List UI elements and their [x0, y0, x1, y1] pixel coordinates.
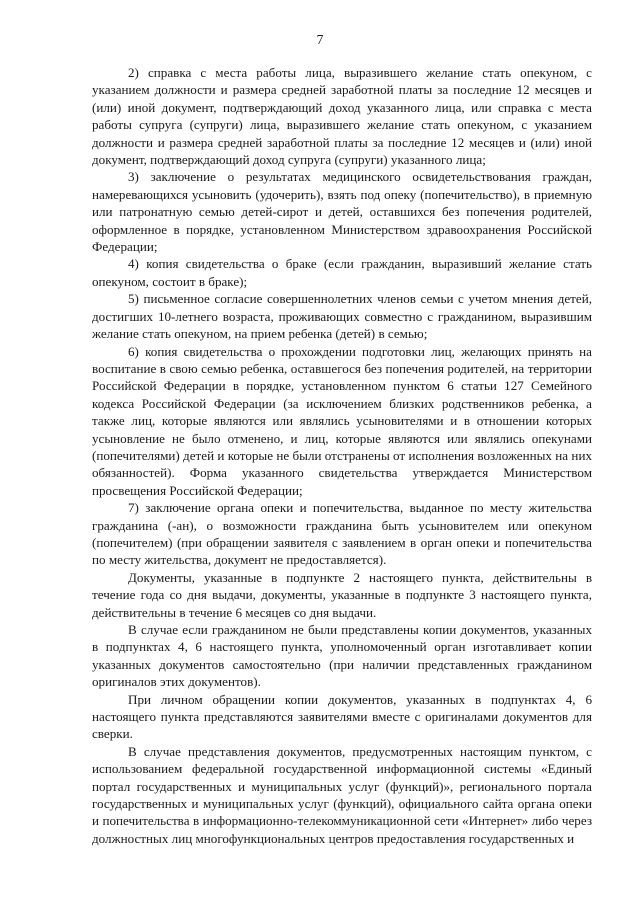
paragraph-item-2: 2) справка с места работы лица, выразившего желание стать опекуном, с указанием должности и размера средней заработной платы за последние 12 месяцев и (или) иной документ, подтверждающий доход указанного лица, или справка с места работы супруга (супруги) лица, выразившего желание стать опекуном, с указанием должности и размера средней заработной платы за последние 12 месяцев и (или) иной документ, подтверждающий доход супруга (супруги) указанного лица; [92, 65, 592, 168]
paragraph-item-7: 7) заключение органа опеки и попечительства, выданное по месту жительства гражданина (-ан), о возможности гражданина быть усыновителем или опекуном (попечителем) (при обращении заявителя с заявлением в орган опеки и попечительства по месту жительства, документ не предоставляется). [92, 500, 592, 568]
paragraph-copies: В случае если гражданином не были представлены копии документов, указанных в подпунктах 4, 6 настоящего пункта, уполномоченный орган изготавливает копии указанных документов самостоятельно (при наличии представленных гражданином оригиналов этих документов). [92, 622, 592, 690]
paragraph-item-5: 5) письменное согласие совершеннолетних членов семьи с учетом мнения детей, достигших 10-летнего возраста, проживающих совместно с гражданином, выразившим желание стать опекуном, на прием ребенка (детей) в семью; [92, 291, 592, 342]
paragraph-item-4: 4) копия свидетельства о браке (если гражданин, выразивший желание стать опекуном, состоит в браке); [92, 256, 592, 289]
document-body [92, 64, 592, 847]
page-number: 7 [316, 32, 324, 47]
paragraph-validity: Документы, указанные в подпункте 2 настоящего пункта, действительны в течение года со дня выдачи, документы, указанные в подпункте 3 настоящего пункта, действительны в течение 6 месяцев со дня выдачи. [92, 569, 592, 620]
paragraph-item-3: 3) заключение о результатах медицинского освидетельствования граждан, намеревающихся усыновить (удочерить), взять под опеку (попечительство), в приемную или патронатную семью детей-сирот и детей, оставшихся без попечения родителей, оформленное в порядке, установленном Министерством здравоохранения Российской Федерации; [92, 169, 592, 255]
paragraph-personal-visit: При личном обращении копии документов, указанных в подпунктах 4, 6 настоящего пункта представляются заявителями вместе с оригиналами документов для сверки. [92, 691, 592, 742]
paragraph-item-6: 6) копия свидетельства о прохождении подготовки лиц, желающих принять на воспитание в свою семью ребенка, оставшегося без попечения родителей, на территории Российской Федерации в порядке, установленном пунктом 6 статьи 127 Семейного кодекса Российской Федерации (за исключением близких родственников ребенка, а также лиц, которые являются или являлись усыновителями и в отношении которых усыновление не было отменено, и лиц, которые являются или являлись опекунами (попечителями) детей и которые не были отстранены от исполнения возложенных на них обязанностей). Форма указанного свидетельства утверждается Министерством просвещения Российской Федерации; [92, 343, 592, 498]
paragraph-electronic-submission: В случае представления документов, предусмотренных настоящим пунктом, с использованием федеральной государственной информационной системы «Единый портал государственных и муниципальных услуг (функций)», регионального портала государственных и муниципальных услуг (функций), официального сайта органа опеки и попечительства в информационно-телекоммуникационной сети «Интернет» либо через должностных лиц многофункциональных центров предоставления государственных и [92, 743, 592, 846]
